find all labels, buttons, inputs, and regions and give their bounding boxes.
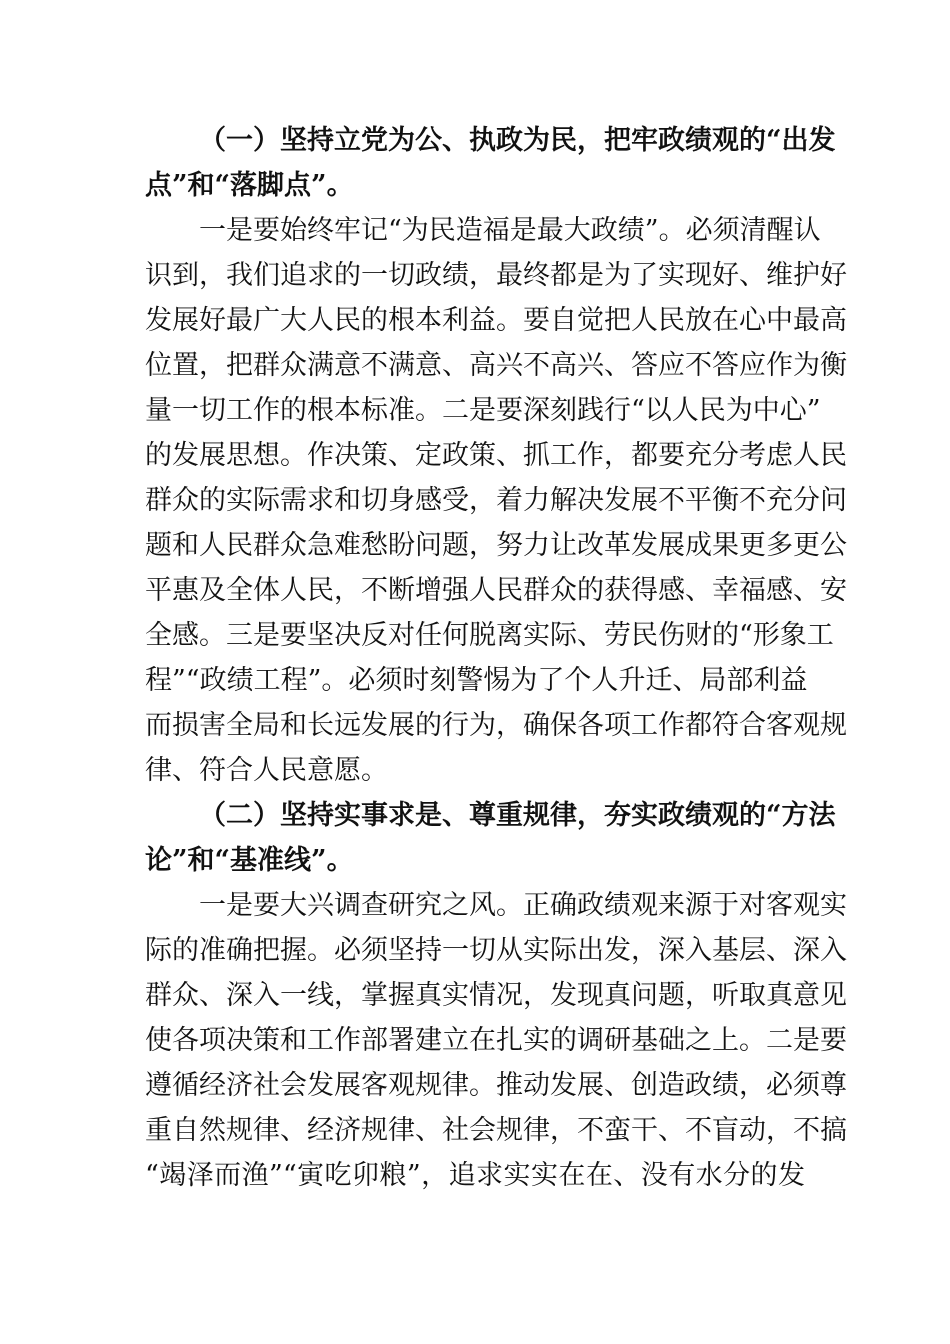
section-1-body-line-7: 群众的实际需求和切身感受，着力解决发展不平衡不充分问	[145, 485, 847, 516]
section-2-body-line-4: 使各项决策和工作部署建立在扎实的调研基础之上。二是要	[145, 1025, 847, 1056]
section-1-heading-line-2: 点”和“落脚点”。	[145, 170, 354, 201]
section-1-body-line-1: 一是要始终牢记“为民造福是最大政绩”。必须清醒认	[199, 215, 821, 246]
section-1-body-line-9: 平惠及全体人民，不断增强人民群众的获得感、幸福感、安	[145, 575, 847, 606]
section-1-body-line-4: 位置，把群众满意不满意、高兴不高兴、答应不答应作为衡	[145, 350, 847, 381]
section-2-body-line-3: 群众、深入一线，掌握真实情况，发现真问题，听取真意见	[145, 980, 847, 1011]
section-2-heading-line-1: （二）坚持实事求是、尊重规律，夯实政绩观的“方法	[199, 800, 836, 831]
section-1-body-line-10: 全感。三是要坚决反对任何脱离实际、劳民伤财的“形象工	[145, 620, 834, 651]
section-2-heading-line-2: 论”和“基准线”。	[145, 845, 354, 876]
section-2-body-line-7: “竭泽而渔”“寅吃卯粮”，追求实实在在、没有水分的发	[145, 1160, 805, 1191]
section-2-body-line-1: 一是要大兴调查研究之风。正确政绩观来源于对客观实	[199, 890, 847, 921]
section-1-body-line-11: 程”“政绩工程”。必须时刻警惕为了个人升迁、局部利益	[145, 665, 808, 696]
section-2-body-line-6: 重自然规律、经济规律、社会规律，不蛮干、不盲动，不搞	[145, 1115, 847, 1146]
section-2-body-line-5: 遵循经济社会发展客观规律。推动发展、创造政绩，必须尊	[145, 1070, 847, 1101]
section-2-body-line-2: 际的准确把握。必须坚持一切从实际出发，深入基层、深入	[145, 935, 847, 966]
section-1-body-line-13: 律、符合人民意愿。	[145, 755, 388, 786]
section-1-body-line-2: 识到，我们追求的一切政绩，最终都是为了实现好、维护好	[145, 260, 847, 291]
section-1-body-line-5: 量一切工作的根本标准。二是要深刻践行“以人民为中心”	[145, 395, 821, 426]
section-1-heading-line-1: （一）坚持立党为公、执政为民，把牢政绩观的“出发	[199, 125, 836, 156]
section-1-body-line-8: 题和人民群众急难愁盼问题，努力让改革发展成果更多更公	[145, 530, 847, 561]
section-1-body-line-6: 的发展思想。作决策、定政策、抓工作，都要充分考虑人民	[145, 440, 847, 471]
section-1-body-line-3: 发展好最广大人民的根本利益。要自觉把人民放在心中最高	[145, 305, 847, 336]
section-1-body-line-12: 而损害全局和长远发展的行为，确保各项工作都符合客观规	[145, 710, 847, 741]
